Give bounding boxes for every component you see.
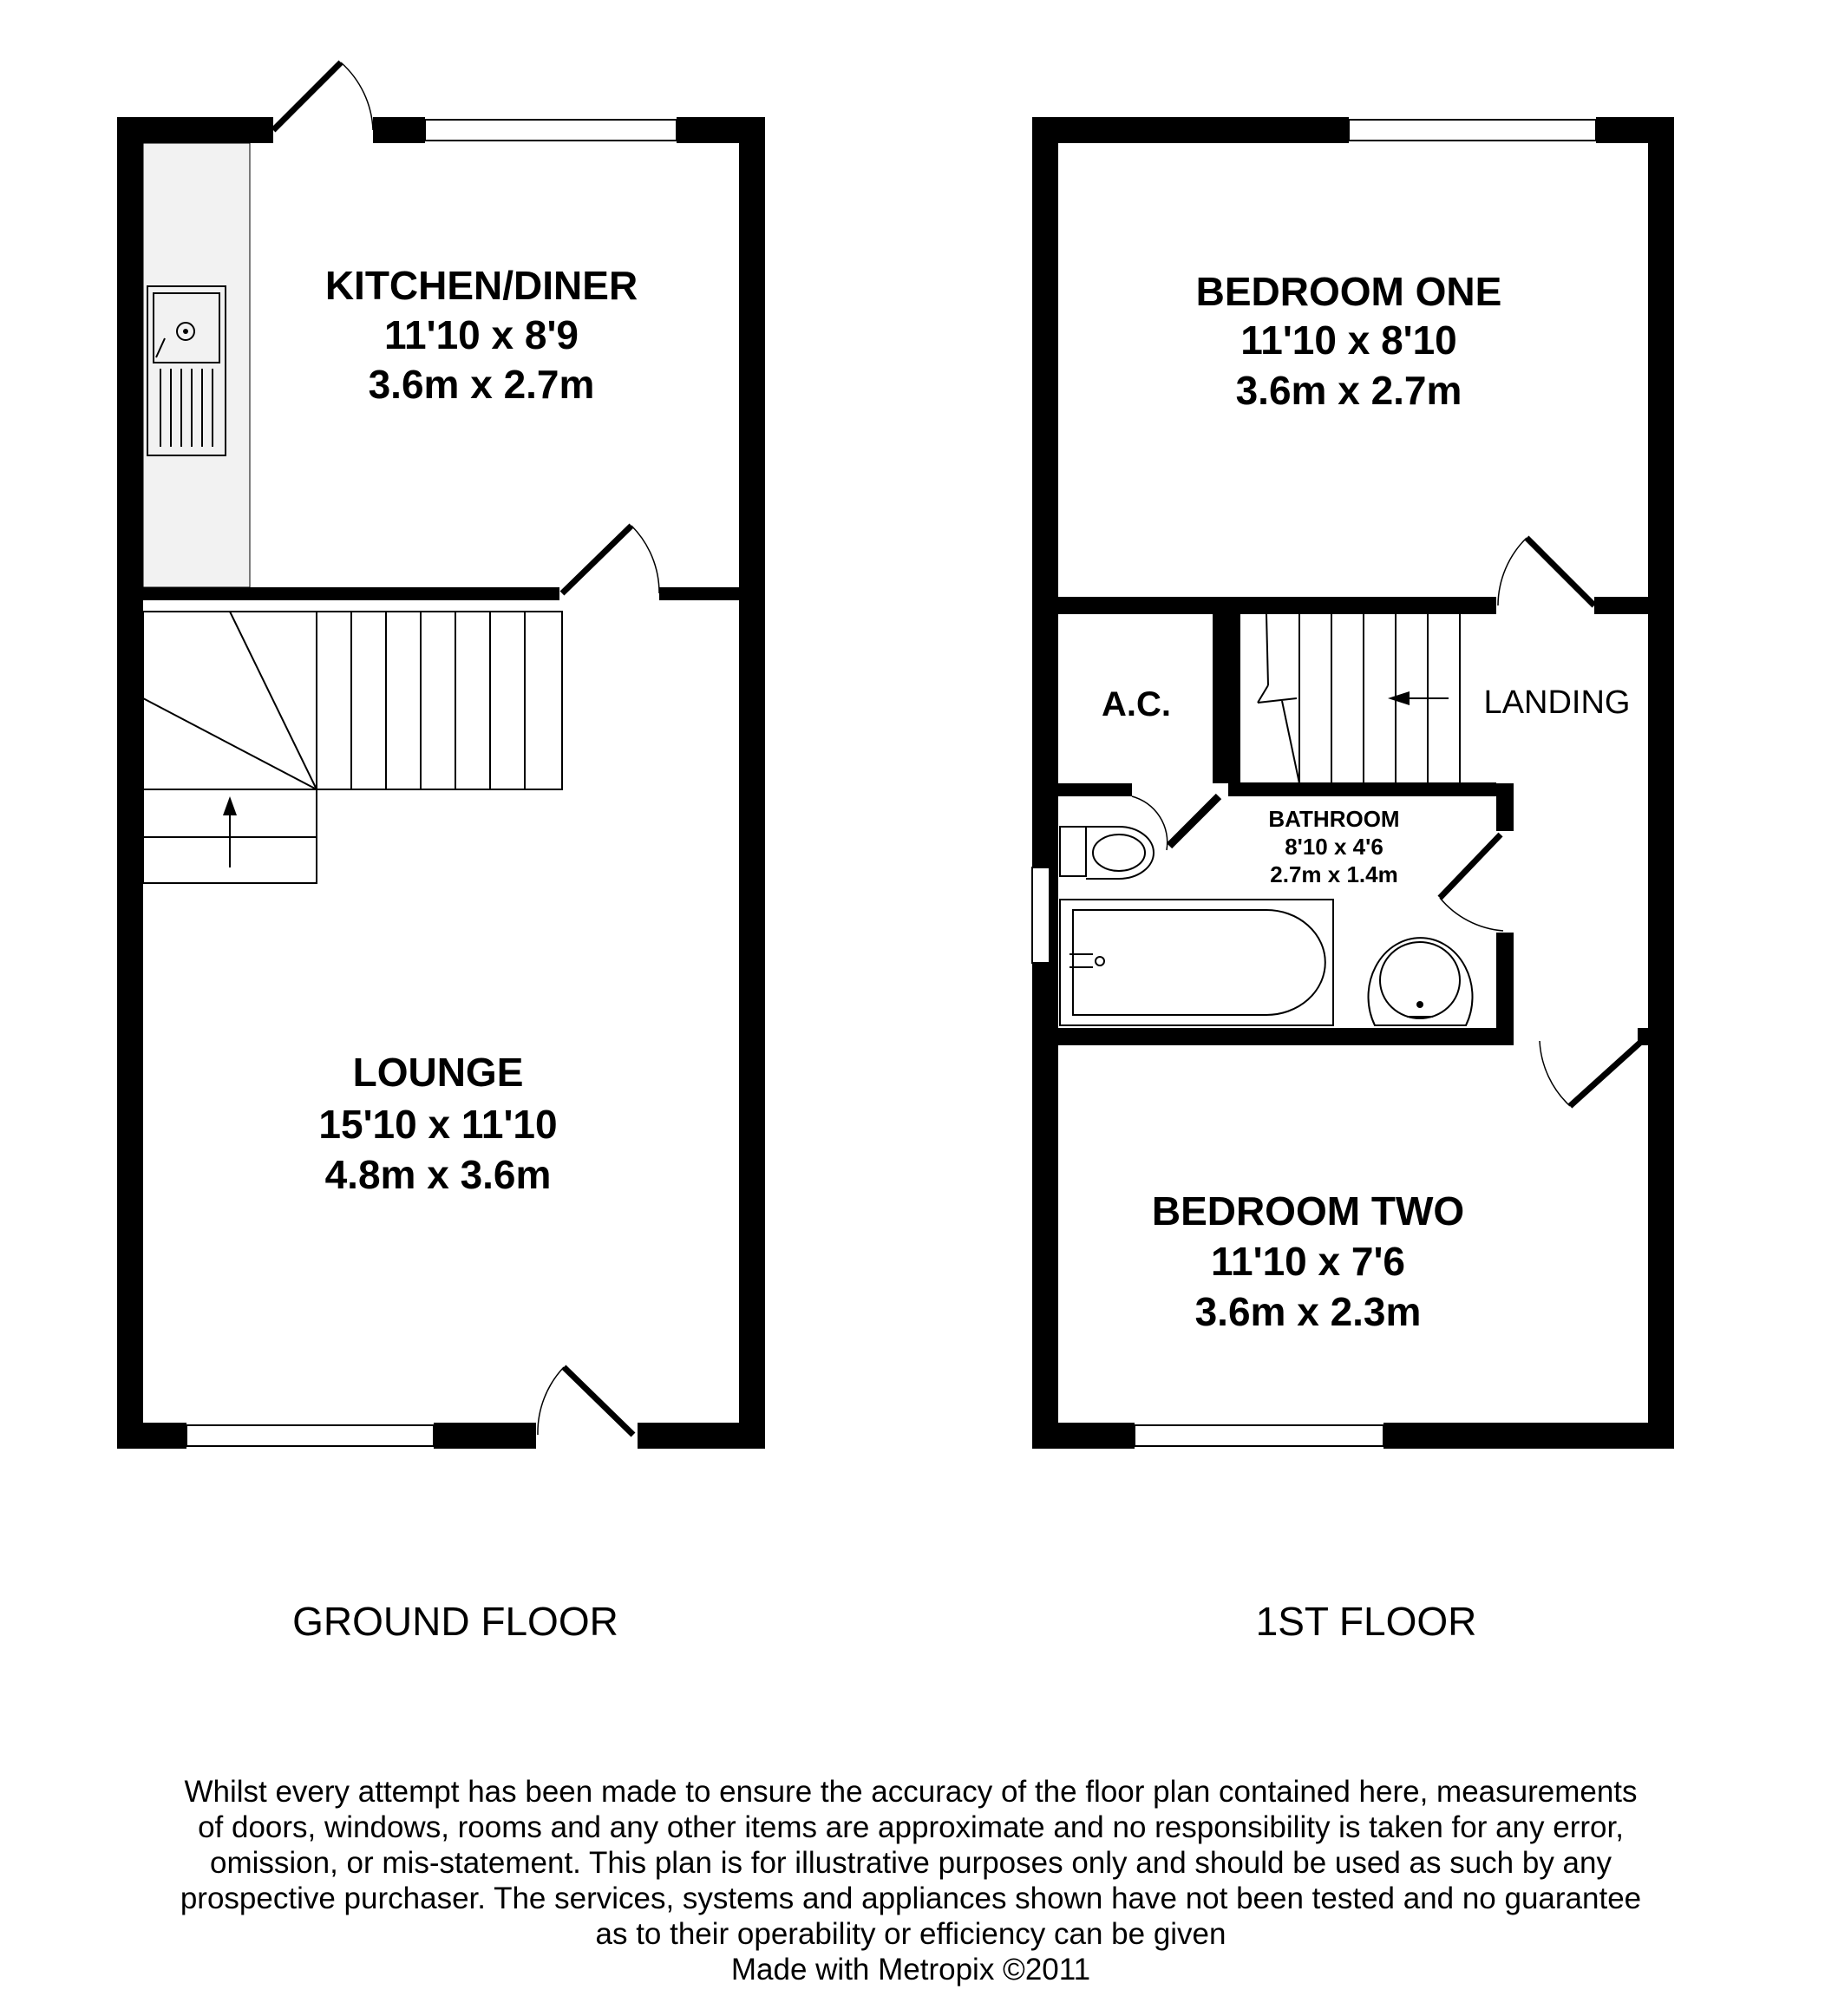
- lounge-front-door: [538, 1367, 633, 1435]
- disclaimer-line: of doors, windows, rooms and any other items are approximate and no responsibility is taken for any error,: [198, 1810, 1624, 1844]
- lounge-window: [186, 1425, 434, 1446]
- disclaimer-line: prospective purchaser. The services, systems and appliances shown have not been tested and no guarantee: [180, 1882, 1642, 1915]
- disclaimer-line: as to their operability or efficiency can be given: [595, 1917, 1226, 1951]
- bathroom-name: BATHROOM: [1268, 806, 1400, 832]
- kitchen-imperial: 11'10 x 8'9: [384, 312, 579, 357]
- bath: [1060, 900, 1333, 1025]
- bedroom-two-window: [1135, 1425, 1383, 1446]
- kitchen-lounge-door: [562, 526, 659, 593]
- airing-cupboard-label: A.C.: [1102, 685, 1171, 723]
- bathroom-window: [1032, 867, 1050, 963]
- bedroom-one-window: [1349, 120, 1596, 141]
- kitchen-back-door: [273, 62, 373, 130]
- kitchen-metric: 3.6m x 2.7m: [368, 362, 595, 407]
- bedroom-one-imperial: 11'10 x 8'10: [1240, 317, 1457, 363]
- first-floor-plan: [1032, 117, 1674, 1644]
- bathroom-door: [1440, 835, 1503, 931]
- ground-floor-label: GROUND FLOOR: [292, 1599, 618, 1644]
- first-floor-label: 1ST FLOOR: [1255, 1599, 1477, 1644]
- toilet: [1060, 827, 1154, 879]
- bathroom-imperial: 8'10 x 4'6: [1285, 834, 1383, 860]
- bedroom-one-name: BEDROOM ONE: [1195, 269, 1502, 314]
- first-floor-stairs: [1240, 614, 1496, 783]
- disclaimer-line: omission, or mis-statement. This plan is for illustrative purposes only and should be used as such by any: [210, 1846, 1612, 1880]
- disclaimer-line: Whilst every attempt has been made to ensure the accuracy of the floor plan contained here, measurements: [184, 1775, 1638, 1809]
- airing-cupboard-door: [1132, 796, 1168, 850]
- ground-floor-plan: [117, 62, 765, 1644]
- lounge-name: LOUNGE: [352, 1050, 524, 1095]
- bedroom-two-door: [1540, 1041, 1642, 1106]
- ground-floor-stairs: [143, 612, 562, 883]
- wash-basin: [1369, 938, 1473, 1025]
- kitchen-name: KITCHEN/DINER: [324, 263, 638, 308]
- disclaimer: [165, 1774, 1657, 1987]
- bedroom-two-metric: 3.6m x 2.3m: [1194, 1289, 1422, 1334]
- landing-label: LANDING: [1483, 684, 1631, 721]
- bedroom-one-metric: 3.6m x 2.7m: [1235, 368, 1462, 413]
- bedroom-one-door: [1498, 538, 1594, 605]
- lounge-metric: 4.8m x 3.6m: [324, 1152, 552, 1197]
- kitchen-window: [425, 120, 677, 141]
- bathroom-metric: 2.7m x 1.4m: [1270, 861, 1398, 887]
- kitchen-worktop: [143, 143, 250, 587]
- lounge-imperial: 15'10 x 11'10: [318, 1102, 558, 1147]
- bedroom-two-imperial: 11'10 x 7'6: [1211, 1239, 1405, 1284]
- bedroom-two-name: BEDROOM TWO: [1151, 1188, 1465, 1234]
- metropix-credit: Made with Metropix ©2011: [730, 1953, 1091, 1987]
